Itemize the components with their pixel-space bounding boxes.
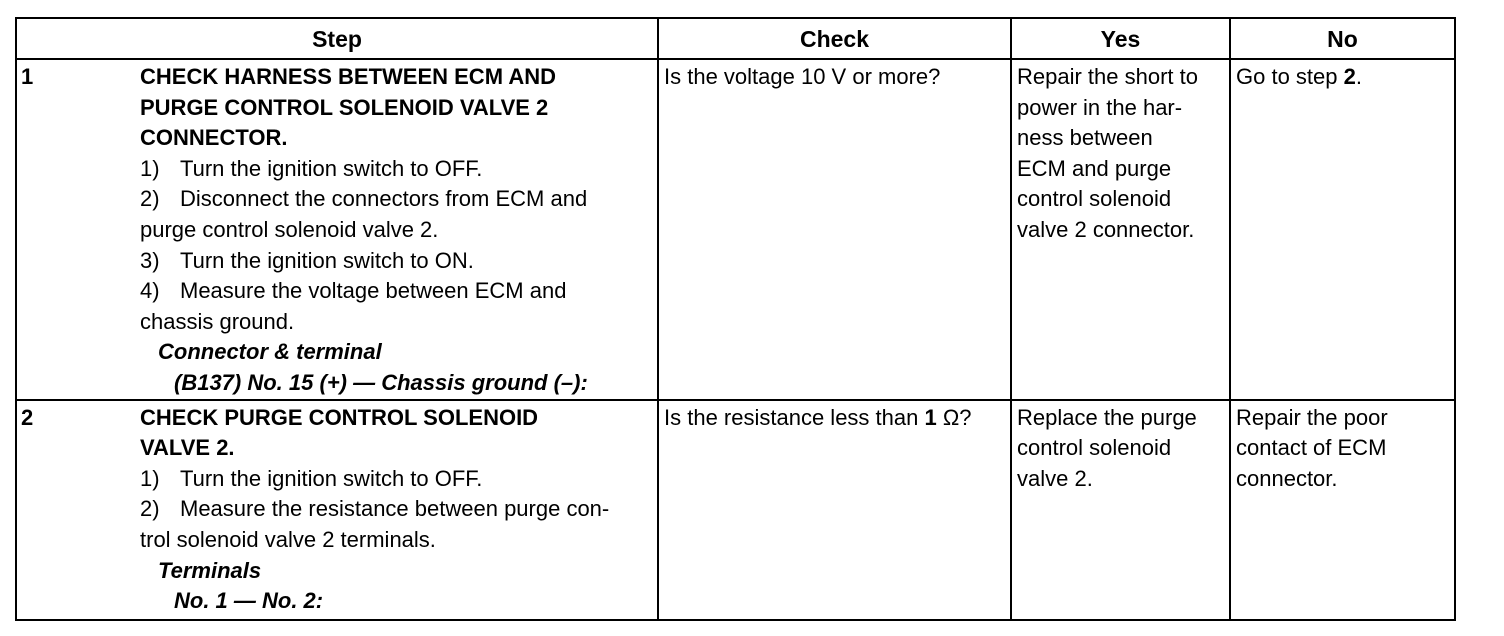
yes-action (1012, 401, 1229, 495)
procedure-item-continuation: chassis ground. (140, 308, 295, 334)
no-cell (1230, 400, 1455, 620)
procedure-item (140, 276, 653, 307)
step-cell (16, 59, 658, 400)
no-line: Repair the poor (1236, 404, 1388, 430)
step-title: CHECK PURGE CONTROL SOLENOID (140, 404, 539, 430)
header-check: Check (658, 18, 1011, 59)
item-text: Turn the ignition switch to ON. (180, 247, 474, 273)
item-number: 3) (140, 247, 160, 273)
procedure-item-continuation: purge control solenoid valve 2. (140, 216, 439, 242)
step-number: 2 (21, 404, 34, 430)
no-cell (1230, 59, 1455, 400)
step-title: PURGE CONTROL SOLENOID VALVE 2 (140, 94, 549, 120)
no-action (1231, 401, 1454, 495)
step-title: VALVE 2. (140, 435, 235, 461)
no-step-ref: 2 (1343, 64, 1356, 89)
item-text: Disconnect the connectors from ECM and (180, 186, 588, 212)
item-number: 2) (140, 496, 160, 522)
spec-value: No. 1 — No. 2: (174, 588, 324, 614)
procedure-item (140, 246, 653, 277)
no-text: . (1355, 64, 1362, 89)
check-cell (658, 400, 1011, 620)
item-text: Turn the ignition switch to OFF. (180, 465, 483, 491)
diagnostic-table (15, 17, 1456, 621)
item-number: 1) (140, 465, 160, 491)
yes-line: Replace the purge (1017, 404, 1197, 430)
step-title: CONNECTOR. (140, 125, 288, 151)
procedure-item (140, 154, 653, 185)
spec-label: Terminals (158, 557, 262, 583)
item-text: Measure the resistance between purge con- (180, 496, 610, 522)
no-line: contact of ECM (1236, 435, 1387, 461)
step-body (140, 60, 657, 399)
check-unit: Ω? (936, 404, 972, 430)
step-body (140, 401, 657, 617)
item-text: Measure the voltage between ECM and (180, 278, 567, 304)
yes-action (1012, 60, 1229, 246)
check-cell (658, 59, 1011, 400)
yes-line: ECM and purge (1017, 155, 1172, 181)
check-question (659, 401, 1010, 434)
check-question: Is the voltage 10 V or more? (664, 64, 941, 89)
item-text: Turn the ignition switch to OFF. (180, 155, 483, 181)
check-text: Is the resistance less than (664, 404, 925, 430)
procedure-item (140, 494, 653, 525)
header-row (16, 18, 1455, 59)
yes-line: valve 2 connector. (1017, 216, 1195, 242)
no-action (1231, 60, 1454, 93)
item-number: 4) (140, 278, 160, 304)
item-number: 1) (140, 155, 160, 181)
yes-line: valve 2. (1017, 465, 1093, 491)
step-number: 1 (21, 64, 34, 89)
yes-line: control solenoid (1017, 435, 1172, 461)
yes-line: control solenoid (1017, 186, 1172, 212)
spec-value: (B137) No. 15 (+) — Chassis ground (–): (174, 369, 588, 395)
header-no: No (1230, 18, 1455, 59)
table-row (16, 59, 1455, 400)
no-line: connector. (1236, 465, 1338, 491)
step-cell (16, 400, 658, 620)
header-step: Step (16, 18, 658, 59)
yes-line: ness between (1017, 125, 1153, 151)
procedure-item-continuation: trol solenoid valve 2 terminals. (140, 526, 436, 552)
spec-label: Connector & terminal (158, 339, 382, 365)
table-row (16, 400, 1455, 620)
yes-cell (1011, 400, 1230, 620)
yes-line: Repair the short to (1017, 64, 1198, 89)
procedure-item (140, 464, 653, 495)
item-number: 2) (140, 186, 160, 212)
check-value: 1 (924, 404, 937, 430)
header-yes: Yes (1011, 18, 1230, 59)
yes-line: power in the har- (1017, 94, 1183, 120)
step-title: CHECK HARNESS BETWEEN ECM AND (140, 64, 556, 89)
no-text: Go to step (1236, 64, 1344, 89)
yes-cell (1011, 59, 1230, 400)
procedure-item (140, 184, 653, 215)
